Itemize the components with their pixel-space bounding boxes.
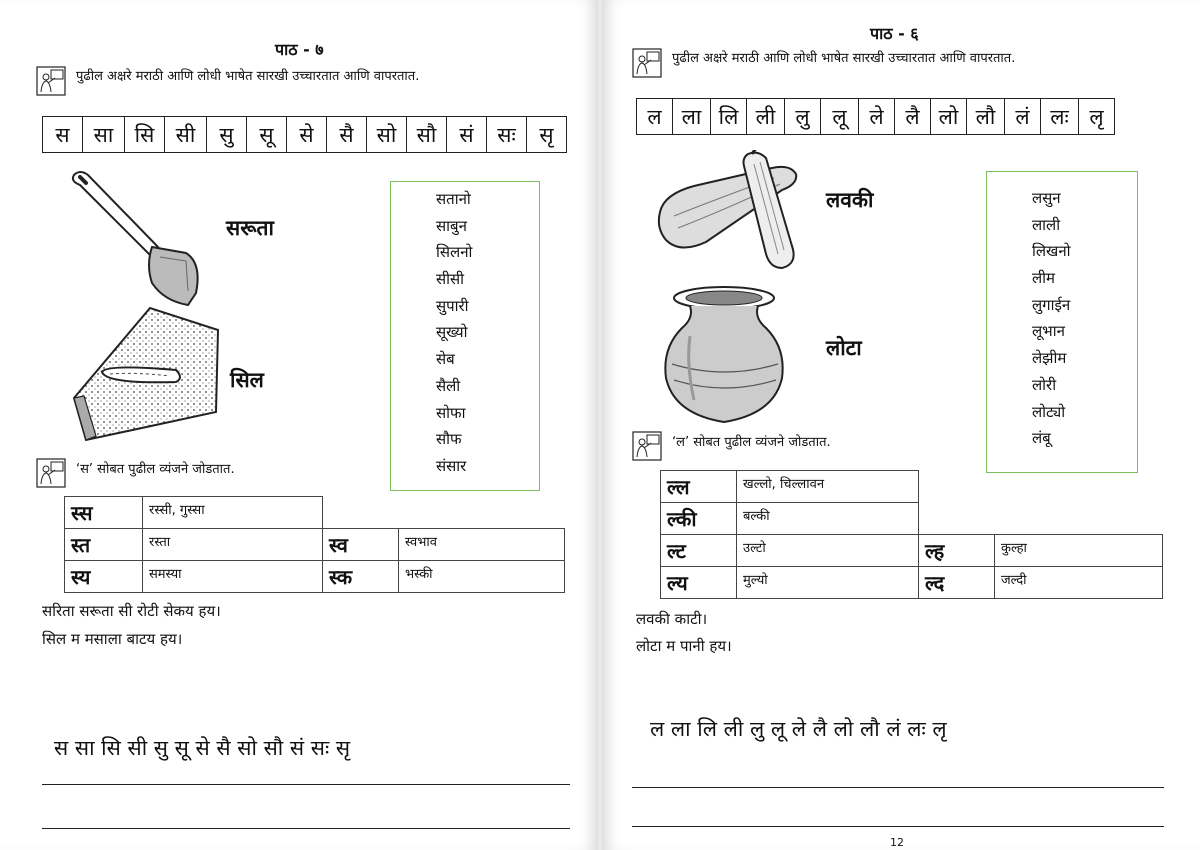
letter-cell: ला bbox=[673, 99, 711, 135]
list-item: लीम bbox=[1032, 269, 1056, 288]
page-number: 12 bbox=[890, 836, 904, 849]
table-row bbox=[65, 561, 565, 593]
table-row bbox=[65, 529, 565, 561]
letter-cell: ली bbox=[747, 99, 785, 135]
letter-cell: ल bbox=[637, 99, 673, 135]
sentence-2: सिल म मसाला बाटय हय। bbox=[42, 630, 183, 648]
image-spatula bbox=[60, 165, 220, 314]
letter-cell: सी bbox=[165, 117, 207, 153]
writing-line bbox=[42, 828, 570, 829]
list-item: लेझीम bbox=[1032, 349, 1067, 368]
letter-cell: लो bbox=[931, 99, 967, 135]
writing-line bbox=[632, 826, 1164, 827]
list-item: सेब bbox=[436, 350, 455, 369]
conjunct-example: रस्ता bbox=[143, 529, 323, 561]
table-row bbox=[661, 535, 1163, 567]
image-label-bottle-gourd: लवकी bbox=[826, 188, 874, 212]
practice-letters: ल ला लि ली लु लू ले लै लो लौ लं लः लृ bbox=[650, 717, 947, 741]
list-item: लसुन bbox=[1032, 189, 1061, 207]
list-item: लूभान bbox=[1032, 322, 1065, 341]
letter-cell: लि bbox=[711, 99, 747, 135]
grinding-stone-icon bbox=[66, 300, 226, 442]
list-item: लंबू bbox=[1032, 429, 1051, 448]
list-item: सौफ bbox=[436, 430, 462, 449]
lesson-title: पाठ - ७ bbox=[275, 40, 324, 59]
letter-cell: लृ bbox=[1079, 99, 1115, 135]
letter-cell: सो bbox=[367, 117, 407, 153]
letter-cell: सु bbox=[207, 117, 247, 153]
conjunct-key: स्य bbox=[65, 561, 143, 593]
conjunct-example: भस्की bbox=[399, 561, 565, 593]
conjunct-example: रस्सी, गुस्सा bbox=[143, 497, 323, 529]
practice-letters: स सा सि सी सु सू से सै सो सौ सं सः सृ bbox=[54, 736, 351, 760]
teacher-icon bbox=[632, 431, 662, 461]
table-row bbox=[661, 503, 1163, 535]
letter-cell: सौ bbox=[407, 117, 447, 153]
list-item: लाली bbox=[1032, 215, 1061, 234]
letter-strip bbox=[636, 98, 1115, 135]
conjunct-example: स्वभाव bbox=[399, 529, 565, 561]
spatula-icon bbox=[60, 165, 220, 310]
conjunct-instruction: ‘ल’ सोबत पुढील व्यंजने जोडतात. bbox=[672, 435, 831, 450]
image-water-pot bbox=[660, 284, 790, 432]
water-pot-icon bbox=[660, 284, 790, 428]
letter-cell: लू bbox=[821, 99, 859, 135]
table-row bbox=[661, 471, 1163, 503]
table-row bbox=[661, 567, 1163, 599]
letter-cell: लै bbox=[895, 99, 931, 135]
conjunct-example: उल्टो bbox=[737, 535, 919, 567]
conjunct-key: ल्ह bbox=[919, 535, 995, 567]
conjunct-key: स्क bbox=[323, 561, 399, 593]
conjunct-key: स्त bbox=[65, 529, 143, 561]
list-item: संसार bbox=[436, 456, 467, 475]
word-list bbox=[1032, 185, 1071, 452]
image-grinding-stone bbox=[66, 300, 226, 446]
table-row bbox=[65, 497, 565, 529]
letter-cell: सि bbox=[125, 117, 165, 153]
conjunct-key: स्व bbox=[323, 529, 399, 561]
teacher-icon bbox=[632, 48, 662, 78]
list-item: सिलनो bbox=[436, 243, 473, 262]
conjunct-key: ल्य bbox=[661, 567, 737, 599]
list-item: सतानो bbox=[436, 190, 471, 208]
conjunct-key: स्स bbox=[65, 497, 143, 529]
letter-cell: लौ bbox=[967, 99, 1005, 135]
letter-cell: से bbox=[287, 117, 327, 153]
conjunct-key: ल्ट bbox=[661, 535, 737, 567]
letter-cell: लं bbox=[1005, 99, 1041, 135]
letter-cell: लः bbox=[1041, 99, 1079, 135]
writing-line bbox=[42, 784, 570, 785]
left-page bbox=[0, 0, 598, 850]
conjunct-key: ल्ल bbox=[661, 471, 737, 503]
lesson-title: पाठ - ६ bbox=[870, 24, 919, 43]
letter-cell: सृ bbox=[527, 117, 567, 153]
conjunct-example: बल्की bbox=[737, 503, 919, 535]
teacher-icon bbox=[36, 458, 66, 488]
letter-cell: सै bbox=[327, 117, 367, 153]
conjunct-key: ल्द bbox=[919, 567, 995, 599]
list-item: लिखनो bbox=[1032, 242, 1071, 261]
letter-cell: सू bbox=[247, 117, 287, 153]
bottle-gourd-icon bbox=[654, 150, 814, 272]
list-item: सीसी bbox=[436, 270, 465, 289]
conjunct-table bbox=[660, 470, 1163, 599]
list-item: सोफा bbox=[436, 403, 466, 422]
teacher-icon bbox=[36, 66, 66, 96]
conjunct-example: समस्या bbox=[143, 561, 323, 593]
image-label-water-pot: लोटा bbox=[826, 336, 862, 360]
conjunct-key: ल्की bbox=[661, 503, 737, 535]
list-item: सैली bbox=[436, 376, 461, 395]
letter-cell: ले bbox=[859, 99, 895, 135]
list-item: लुगाईन bbox=[1032, 295, 1071, 314]
writing-line bbox=[632, 787, 1164, 788]
conjunct-instruction: ‘स’ सोबत पुढील व्यंजने जोडतात. bbox=[76, 462, 235, 477]
conjunct-example: कुल्हा bbox=[995, 535, 1163, 567]
image-label-spatula: सरूता bbox=[226, 216, 274, 240]
right-page bbox=[602, 0, 1200, 850]
letter-cell: स bbox=[43, 117, 83, 153]
sentence-2: लोटा म पानी हय। bbox=[636, 637, 732, 655]
letter-cell: सं bbox=[447, 117, 487, 153]
instruction-text: पुढील अक्षरे मराठी आणि लोधी भाषेत सारखी उच्चारतात आणि वापरतात. bbox=[672, 51, 1016, 66]
conjunct-example: जल्दी bbox=[995, 567, 1163, 599]
sentence-1: लवकी काटी। bbox=[636, 610, 708, 628]
list-item: साबुन bbox=[436, 216, 467, 235]
instruction-text: पुढील अक्षरे मराठी आणि लोधी भाषेत सारखी उच्चारतात आणि वापरतात. bbox=[76, 69, 420, 84]
list-item: लोट्यो bbox=[1032, 402, 1066, 421]
letter-cell: सा bbox=[83, 117, 125, 153]
letter-cell: लु bbox=[785, 99, 821, 135]
conjunct-example: मुल्यो bbox=[737, 567, 919, 599]
conjunct-table bbox=[64, 496, 565, 593]
conjunct-example: खल्लो, चिल्लावन bbox=[737, 471, 919, 503]
image-bottle-gourd bbox=[654, 150, 814, 276]
list-item: सुपारी bbox=[436, 296, 469, 315]
list-item: सूख्यो bbox=[436, 323, 468, 342]
sentence-1: सरिता सरूता सी रोटी सेकय हय। bbox=[42, 602, 221, 620]
list-item: लोरी bbox=[1032, 375, 1057, 394]
word-list bbox=[436, 186, 472, 480]
image-label-grinding-stone: सिल bbox=[230, 368, 264, 392]
letter-strip bbox=[42, 116, 567, 153]
letter-cell: सः bbox=[487, 117, 527, 153]
